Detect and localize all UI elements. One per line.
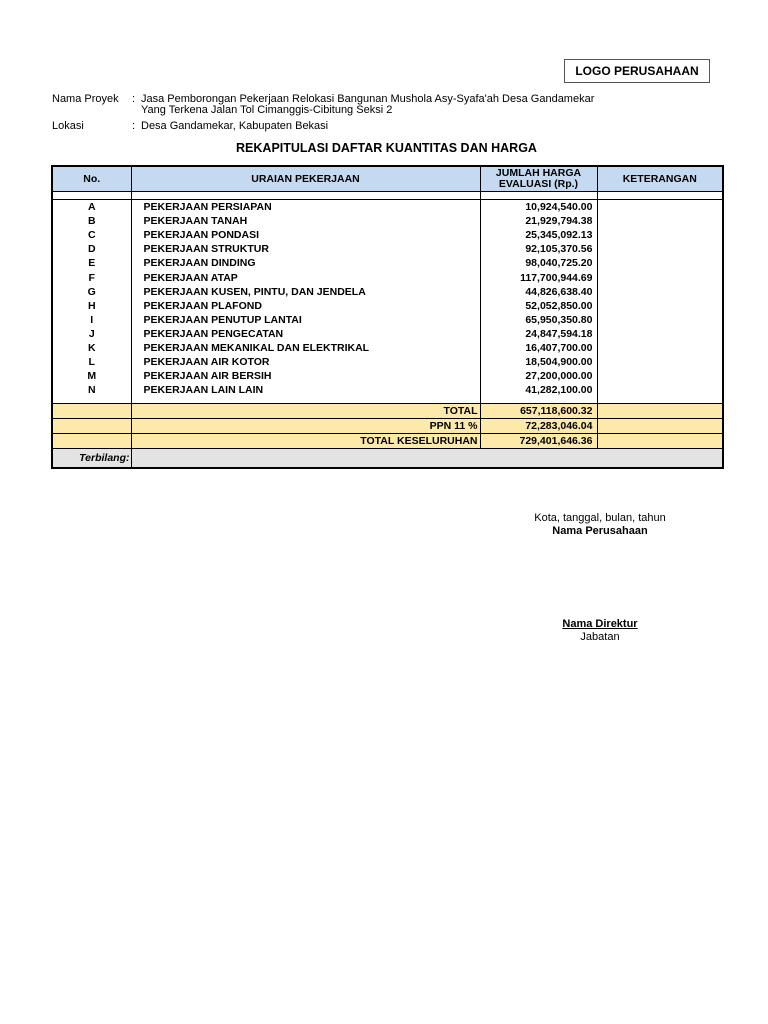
row-amount: 65,950,350.80 — [480, 313, 597, 327]
row-amount: 117,700,944.69 — [480, 270, 597, 284]
total-row — [52, 404, 723, 419]
row-keterangan — [597, 214, 723, 228]
row-amount: 41,282,100.00 — [480, 383, 597, 397]
col-header-jumlah-line1: JUMLAH HARGA — [495, 167, 582, 179]
project-name-label: Nama Proyek — [52, 93, 119, 105]
row-no: M — [52, 369, 131, 383]
table-row — [52, 242, 723, 256]
row-uraian: PEKERJAAN MEKANIKAL DAN ELEKTRIKAL — [131, 341, 480, 355]
row-no: I — [52, 313, 131, 327]
row-no: J — [52, 327, 131, 341]
row-uraian: PEKERJAAN PLAFOND — [131, 299, 480, 313]
document-title: REKAPITULASI DAFTAR KUANTITAS DAN HARGA — [236, 141, 537, 155]
row-keterangan — [597, 200, 723, 215]
table-row — [52, 214, 723, 228]
table-row — [52, 200, 723, 215]
row-no: N — [52, 383, 131, 397]
total-value: 657,118,600.32 — [480, 404, 597, 419]
table-row — [52, 327, 723, 341]
ppn-row — [52, 419, 723, 434]
row-amount: 27,200,000.00 — [480, 369, 597, 383]
table-row — [52, 313, 723, 327]
recap-table — [51, 165, 724, 469]
table-row — [52, 299, 723, 313]
signature-position: Jabatan — [580, 631, 620, 643]
row-keterangan — [597, 256, 723, 270]
row-keterangan — [597, 299, 723, 313]
row-amount: 92,105,370.56 — [480, 242, 597, 256]
table-row-spacer — [52, 192, 723, 200]
row-keterangan — [597, 313, 723, 327]
row-no: H — [52, 299, 131, 313]
project-name-line2: Yang Terkena Jalan Tol Cimanggis-Cibitung Seksi 2 — [141, 104, 393, 116]
row-amount: 25,345,092.13 — [480, 228, 597, 242]
table-row — [52, 383, 723, 397]
ppn-label: PPN 11 % — [131, 419, 480, 434]
terbilang-label: Terbilang: — [52, 449, 131, 469]
col-header-no: No. — [52, 166, 131, 192]
row-uraian: PEKERJAAN TANAH — [131, 214, 480, 228]
row-amount: 24,847,594.18 — [480, 327, 597, 341]
row-keterangan — [597, 285, 723, 299]
table-row — [52, 228, 723, 242]
row-amount: 52,052,850.00 — [480, 299, 597, 313]
col-header-jumlah-line2: EVALUASI (Rp.) — [498, 178, 579, 190]
row-no: C — [52, 228, 131, 242]
ppn-value: 72,283,046.04 — [480, 419, 597, 434]
row-uraian: PEKERJAAN PERSIAPAN — [131, 200, 480, 215]
row-amount: 21,929,794.38 — [480, 214, 597, 228]
row-uraian: PEKERJAAN AIR BERSIH — [131, 369, 480, 383]
row-no: K — [52, 341, 131, 355]
table-row — [52, 256, 723, 270]
row-no: F — [52, 270, 131, 284]
grand-total-label: TOTAL KESELURUHAN — [131, 434, 480, 449]
grand-total-value: 729,401,646.36 — [480, 434, 597, 449]
row-uraian: PEKERJAAN STRUKTUR — [131, 242, 480, 256]
row-no: G — [52, 285, 131, 299]
total-label: TOTAL — [131, 404, 480, 419]
table-row — [52, 270, 723, 284]
row-no: D — [52, 242, 131, 256]
company-logo-placeholder: LOGO PERUSAHAAN — [564, 59, 710, 83]
project-name-colon: : — [132, 93, 136, 105]
col-header-uraian: URAIAN PEKERJAAN — [131, 166, 480, 192]
row-amount: 10,924,540.00 — [480, 200, 597, 215]
table-header-row — [52, 166, 723, 192]
signature-company: Nama Perusahaan — [552, 525, 648, 537]
row-amount: 18,504,900.00 — [480, 355, 597, 369]
row-uraian: PEKERJAAN PENGECATAN — [131, 327, 480, 341]
row-no: E — [52, 256, 131, 270]
grand-total-row — [52, 434, 723, 449]
col-header-jumlah — [480, 166, 597, 192]
row-keterangan — [597, 327, 723, 341]
row-keterangan — [597, 369, 723, 383]
col-header-keterangan: KETERANGAN — [597, 166, 723, 192]
project-name-line1: Jasa Pemborongan Pekerjaan Relokasi Bangunan Mushola Asy-Syafa'ah Desa Gandamekar — [141, 93, 595, 105]
location-label: Lokasi — [52, 120, 84, 132]
row-no: B — [52, 214, 131, 228]
terbilang-row — [52, 449, 723, 469]
row-amount: 16,407,700.00 — [480, 341, 597, 355]
row-uraian: PEKERJAAN PONDASI — [131, 228, 480, 242]
row-uraian: PEKERJAAN DINDING — [131, 256, 480, 270]
location-value: Desa Gandamekar, Kabupaten Bekasi — [141, 120, 329, 132]
row-uraian: PEKERJAAN LAIN LAIN — [131, 383, 480, 397]
signature-place-date: Kota, tanggal, bulan, tahun — [534, 512, 666, 524]
row-uraian: PEKERJAAN PENUTUP LANTAI — [131, 313, 480, 327]
row-no: L — [52, 355, 131, 369]
row-keterangan — [597, 341, 723, 355]
row-keterangan — [597, 383, 723, 397]
row-uraian: PEKERJAAN AIR KOTOR — [131, 355, 480, 369]
row-keterangan — [597, 270, 723, 284]
row-keterangan — [597, 355, 723, 369]
row-no: A — [52, 200, 131, 215]
terbilang-value — [131, 449, 723, 469]
row-uraian: PEKERJAAN ATAP — [131, 270, 480, 284]
row-keterangan — [597, 228, 723, 242]
table-row — [52, 355, 723, 369]
location-colon: : — [132, 120, 136, 132]
table-row — [52, 369, 723, 383]
row-keterangan — [597, 242, 723, 256]
table-row — [52, 285, 723, 299]
row-uraian: PEKERJAAN KUSEN, PINTU, DAN JENDELA — [131, 285, 480, 299]
table-row — [52, 341, 723, 355]
row-amount: 44,826,638.40 — [480, 285, 597, 299]
row-amount: 98,040,725.20 — [480, 256, 597, 270]
signature-director-name: Nama Direktur — [562, 618, 638, 630]
